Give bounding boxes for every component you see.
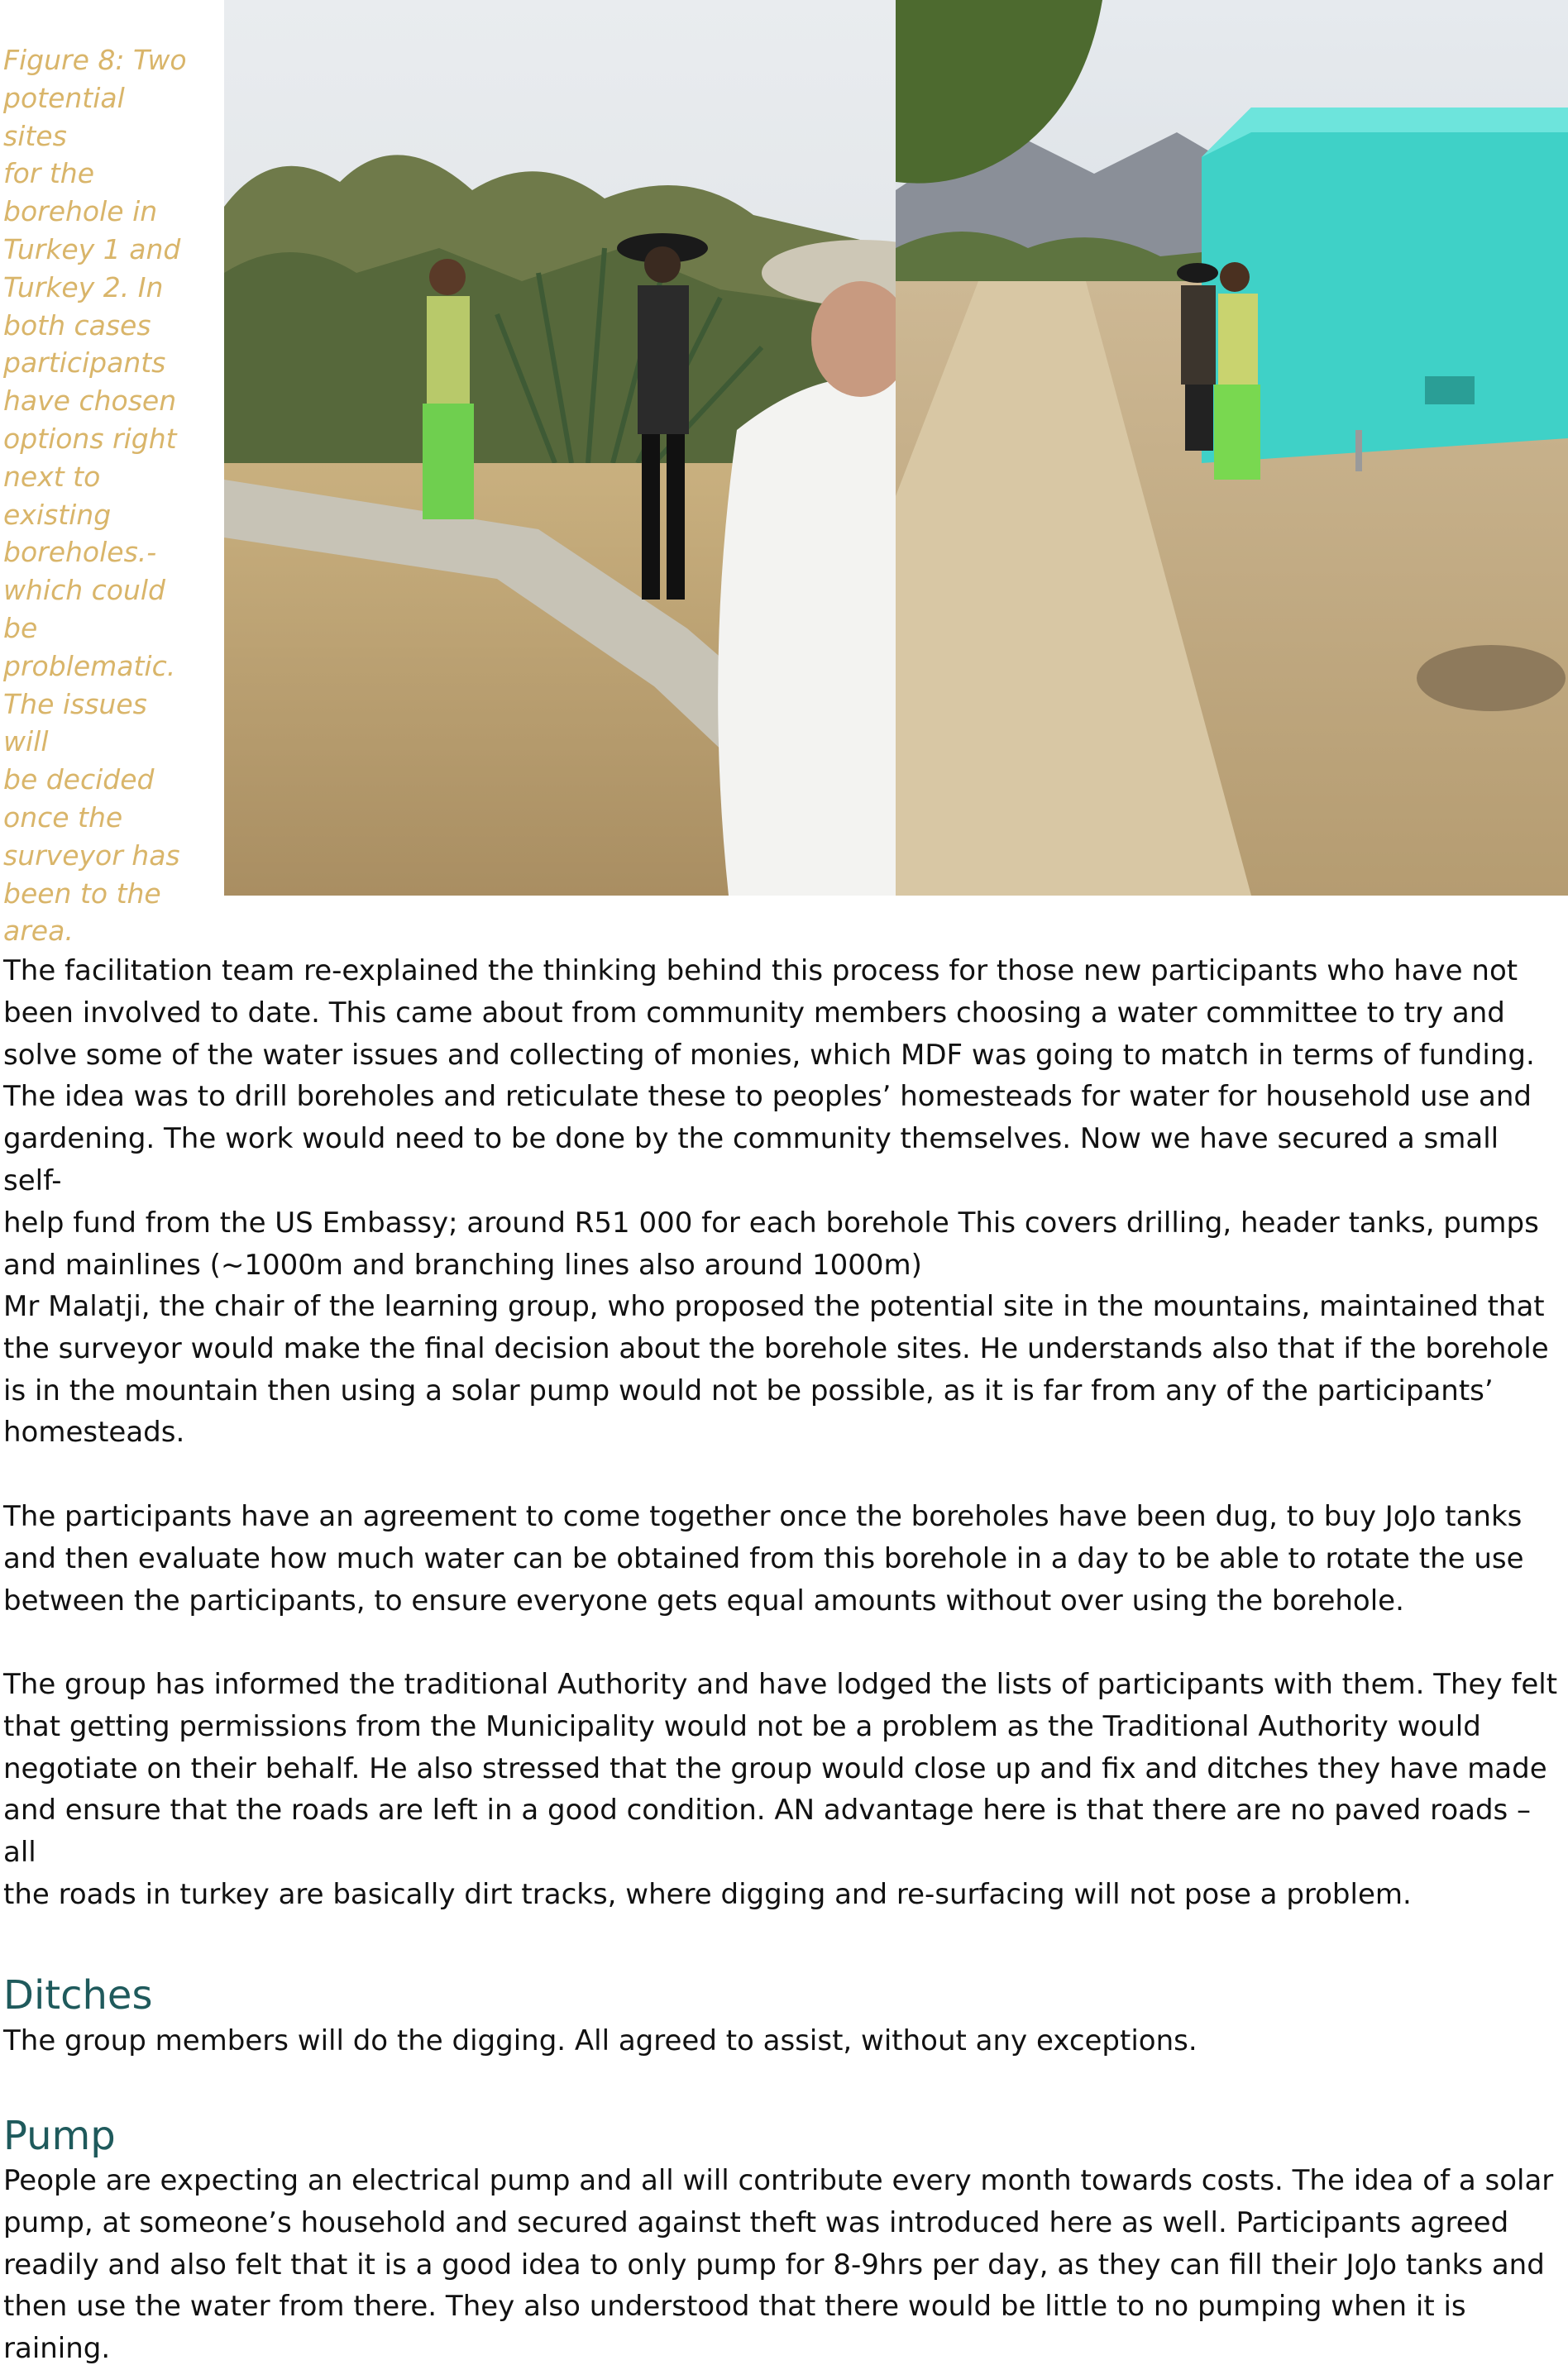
- photo-borehole-site-2: [896, 0, 1568, 896]
- photo-borehole-site-2-image: [896, 0, 1568, 896]
- paragraph-pump: People are expecting an electrical pump and all will contribute every month towards costs. The idea of a solar pump, at someone’s household and secured against theft was introduced here as well. Participants agreed readily and also felt that it is a good idea to only pump for 8-9hrs per day, as they can fill their JoJo tanks and then use the water from there. They also understood that there would be little to no pumping when it is raining.: [3, 2164, 1554, 2366]
- paragraph-authority: The group has informed the traditional Authority and have lodged the lists of participants with them. They felt that getting permissions from the Municipality would not be a problem as the Traditional Authority would negotiate on their behalf. He also stressed that the group would close up and fix and ditches they have made and ensure that the roads are left in a good condition. AN advantage here is that there are no paved roads – all the roads in turkey are basically dirt tracks, where digging and re-surfacing will not pose a problem.: [3, 1668, 1558, 1911]
- paragraph-agreement: The participants have an agreement to come together once the boreholes have been dug, to buy JoJo tanks and then evaluate how much water can be obtained from this borehole in a day to be able to rotate the use between the participants, to ensure everyone gets equal amounts without over using the borehole.: [3, 1500, 1524, 1617]
- photo-borehole-site-1: [224, 0, 896, 896]
- paragraph-ditches: The group members will do the digging. All agreed to assist, without any exceptions.: [3, 2024, 1198, 2057]
- heading-pump: Pump: [3, 2113, 116, 2159]
- figure-caption: Figure 8: Two potential sites for the borehole in Turkey 1 and Turkey 2. In both cases participants have chosen options right next to existing boreholes.- which could be problematic. The issues will be decided once the surveyor has been to the area.: [3, 44, 187, 948]
- paragraph-malatji: Mr Malatji, the chair of the learning group, who proposed the potential site in the mountains, maintained that the surveyor would make the final decision about the borehole sites. He understands also that if the borehole is in the mountain then using a solar pump would not be possible, as it is far from any of the participants’ homesteads.: [3, 1290, 1549, 1450]
- paragraph-process: The facilitation team re-explained the thinking behind this process for those new participants who have not been involved to date. This came about from community members choosing a water committee to try and solve some of the water issues and collecting of monies, which MDF was going to match in terms of funding. The idea was to drill boreholes and reticulate these to peoples’ homesteads for water for household use and gardening. The work would need to be done by the community themselves. Now we have secured a small self- help fund from the US Embassy; around R51 000 for each borehole This covers drilling, header tanks, pumps and mainlines (~1000m and branching lines also around 1000m): [3, 954, 1539, 1282]
- photo-borehole-site-1-image: [224, 0, 896, 896]
- heading-ditches: Ditches: [3, 1972, 153, 2019]
